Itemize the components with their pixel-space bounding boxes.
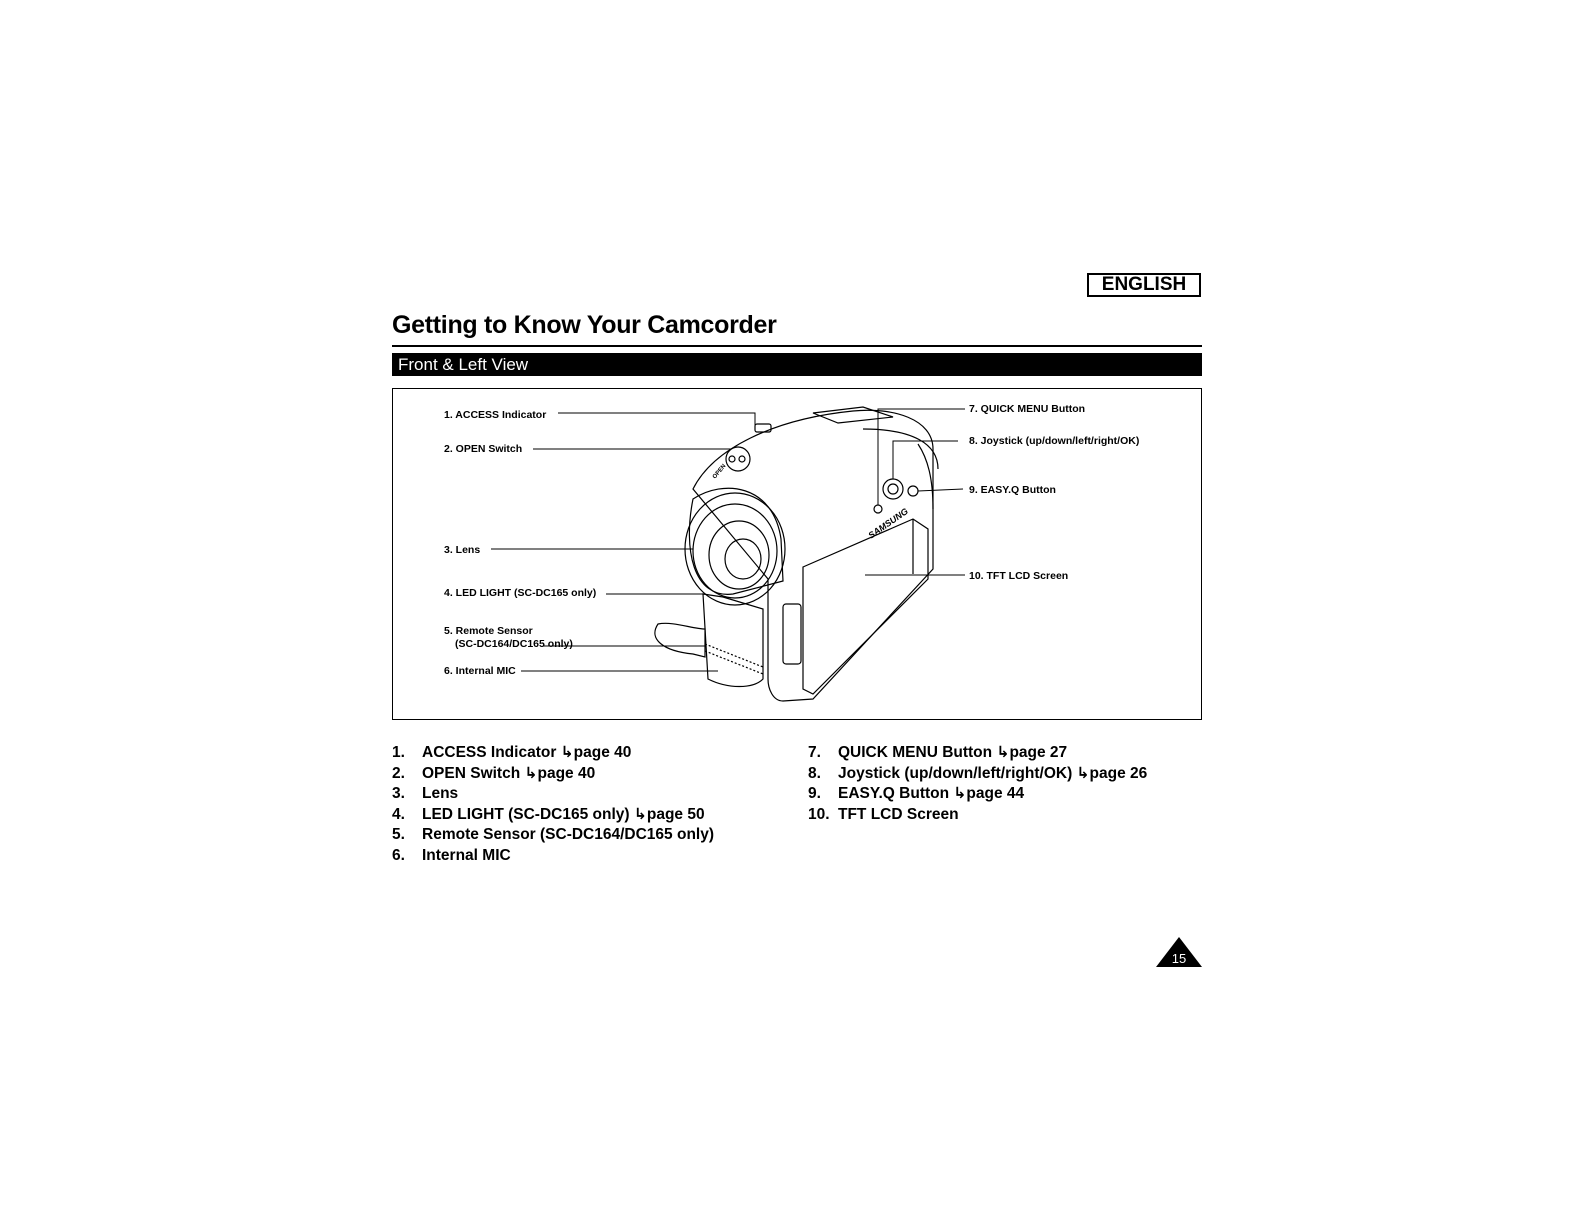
page-title: Getting to Know Your Camcorder bbox=[392, 311, 777, 339]
camcorder-diagram bbox=[392, 388, 1202, 720]
list-item: 1. ACCESS Indicator ↳page 40 bbox=[392, 743, 714, 764]
lcd-panel bbox=[803, 519, 928, 694]
page-number: 15 bbox=[1171, 951, 1187, 966]
callout-tft-lcd-screen: 10. TFT LCD Screen bbox=[969, 570, 1069, 582]
section-title: Front & Left View bbox=[398, 355, 529, 374]
callout-open-switch: 2. OPEN Switch bbox=[444, 443, 523, 455]
page-reference-arrow-icon: ↳ bbox=[560, 744, 574, 761]
callout-remote-sensor: 5. Remote Sensor bbox=[444, 625, 533, 637]
callout-led-light: 4. LED LIGHT (SC-DC165 only) bbox=[444, 587, 597, 599]
page-reference-arrow-icon: ↳ bbox=[633, 805, 647, 823]
list-item: 8. Joystick (up/down/left/right/OK) ↳page 26 bbox=[808, 764, 1147, 785]
list-item: 6. Internal MIC bbox=[392, 846, 511, 864]
callout-remote-sensor-models: (SC-DC164/DC165 only) bbox=[455, 638, 573, 650]
callout-lens: 3. Lens bbox=[444, 544, 481, 556]
callout-access-indicator: 1. ACCESS Indicator bbox=[444, 409, 547, 421]
hand-strap bbox=[655, 623, 705, 657]
language-badge: ENGLISH bbox=[1087, 273, 1201, 297]
list-item: 3. Lens bbox=[392, 785, 459, 802]
legend-list-right bbox=[808, 743, 1147, 825]
page-reference-arrow-icon: ↳ bbox=[953, 785, 967, 802]
leader-line-9 bbox=[918, 489, 963, 491]
brand-logo-text: SAMSUNG bbox=[866, 506, 910, 541]
list-item: 10. TFT LCD Screen bbox=[808, 805, 959, 823]
list-item: 9. EASY.Q Button ↳page 44 bbox=[808, 784, 1147, 805]
page-reference-arrow-icon: ↳ bbox=[996, 744, 1010, 761]
legend-list-left bbox=[392, 743, 714, 866]
camcorder-body bbox=[693, 410, 933, 701]
list-item: 4. LED LIGHT (SC-DC165 only) ↳page 50 bbox=[392, 805, 714, 826]
list-item: 7. QUICK MENU Button ↳page 27 bbox=[808, 743, 1147, 764]
callout-internal-mic: 6. Internal MIC bbox=[444, 665, 516, 677]
list-item: 2. OPEN Switch ↳page 40 bbox=[392, 764, 714, 785]
open-switch-text: OPEN bbox=[711, 463, 728, 481]
section-header-bar bbox=[392, 353, 1202, 376]
list-item: 5. Remote Sensor (SC-DC164/DC165 only) bbox=[392, 826, 714, 843]
leader-line-1 bbox=[558, 413, 755, 427]
page-number-marker bbox=[1154, 935, 1204, 969]
page-reference-arrow-icon: ↳ bbox=[1076, 764, 1090, 782]
title-divider bbox=[392, 345, 1202, 347]
page-reference-arrow-icon: ↳ bbox=[524, 764, 538, 782]
callout-joystick: 8. Joystick (up/down/left/right/OK) bbox=[969, 435, 1140, 447]
callout-easyq-button: 9. EASY.Q Button bbox=[969, 484, 1056, 496]
callout-quick-menu-button: 7. QUICK MENU Button bbox=[969, 403, 1086, 415]
